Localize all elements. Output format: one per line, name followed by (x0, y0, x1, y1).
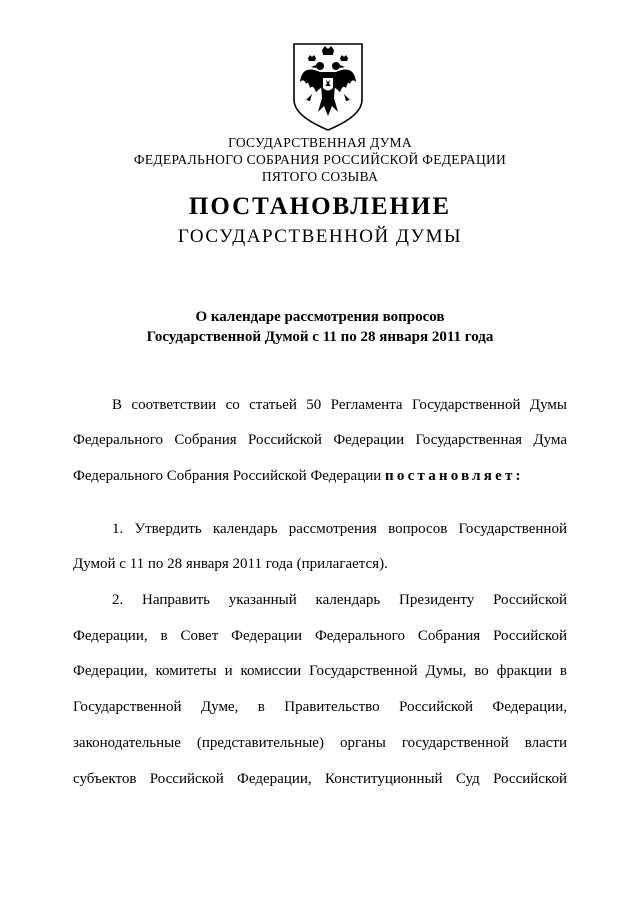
header-assembly-name: ФЕДЕРАЛЬНОГО СОБРАНИЯ РОССИЙСКОЙ ФЕДЕРАЦИИ (133, 152, 507, 167)
item-2-line-6: субъектов Российской Федерации, Конституционный Суд Российской (73, 771, 567, 787)
russian-coat-of-arms-emblem (290, 42, 366, 132)
item-2-line-3: Федерации, комитеты и комиссии Государственной Думы, во фракции в (73, 663, 567, 679)
item-2-line-1: 2. Направить указанный календарь Президенту Российской (112, 592, 567, 608)
resolution-verb: постановляет: (385, 468, 524, 484)
preamble-line-2: Федерального Собрания Российской Федерации Государственная Дума (73, 432, 567, 448)
preamble-line-3-text: Федерального Собрания Российской Федерации (73, 468, 382, 484)
item-2-line-4: Государственной Думе, в Правительство Российской Федерации, (73, 699, 567, 715)
preamble-line-3 (73, 467, 567, 485)
document-subtitle: ГОСУДАРСТВЕННОЙ ДУМЫ (177, 226, 463, 247)
item-2-line-2: Федерации, в Совет Федерации Федерального Собрания Российской (73, 628, 567, 644)
header-chamber-name: ГОСУДАРСТВЕННАЯ ДУМА (228, 135, 412, 150)
preamble-line-1: В соответствии со статьей 50 Регламента Государственной Думы (112, 397, 567, 413)
subject-line-1: О календаре рассмотрения вопросов (195, 309, 445, 325)
document-title: ПОСТАНОВЛЕНИЕ (188, 193, 452, 220)
item-2-line-5: законодательные (представительные) органы государственной власти (73, 735, 567, 751)
header-convocation: ПЯТОГО СОЗЫВА (261, 169, 379, 184)
item-1-line-2: Думой с 11 по 28 января 2011 года (прилагается). (73, 556, 388, 572)
subject-line-2: Государственной Думой с 11 по 28 января 2011 года (146, 329, 494, 345)
item-1-line-1: 1. Утвердить календарь рассмотрения вопросов Государственной (112, 521, 567, 537)
